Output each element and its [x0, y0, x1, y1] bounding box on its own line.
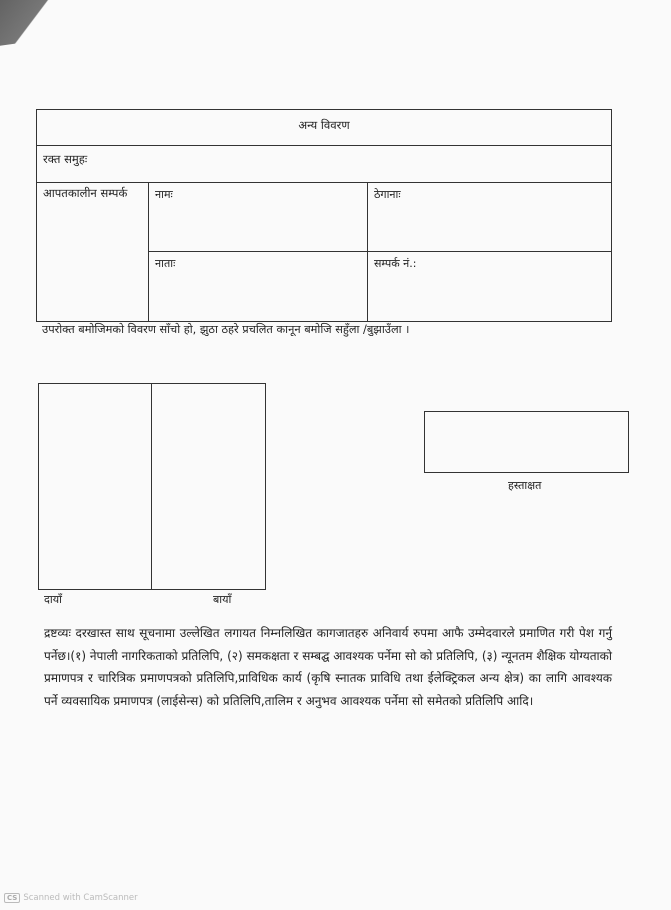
- camscanner-logo-icon: CS: [4, 893, 20, 903]
- name-label: नामः: [155, 188, 173, 201]
- right-thumb-area[interactable]: [39, 384, 152, 589]
- right-thumb-label: दायाँ: [44, 593, 62, 606]
- address-field[interactable]: [368, 183, 611, 252]
- emergency-contact-label: आपतकालीन सम्पर्क: [37, 183, 149, 321]
- left-thumb-area[interactable]: [152, 384, 265, 589]
- blood-group-label: रक्त समुहः: [43, 152, 88, 166]
- scan-corner-shadow: [0, 0, 74, 48]
- address-label: ठेगानाः: [374, 188, 401, 201]
- note-paragraph: द्रष्टव्यः दरखास्त साथ सूचनामा उल्लेखित लगायत निम्नलिखित कागजातहरु अनिवार्य रुपमा आफै उम्मेदवारले प्रमाणित गरी पेश गर्नु पर्नेछ।(१) नेपाली नागरिकताको प्रतिलिपि, (२) समकक्षता र सम्बद्घ आवश्यक पर्नेमा सो को प्रतिलिपि, (३) न्यूनतम शैक्षिक योग्यताको प्रमाणपत्र र चारित्रिक प्रमाणपत्रको प्रतिलिपि,प्राविधिक कार्य (कृषि स्नातक प्राविधि तथा ईलेक्ट्रिकल अन्य क्षेत्र) का लागि आवश्यक पर्ने व्यवसायिक प्रमाणपत्र (लाईसेन्स) को प्रतिलिपि,तालिम र अनुभव आवश्यक पर्नेमा सो समेतको प्रतिलिपि आदि।: [44, 626, 612, 708]
- contact-number-field[interactable]: [368, 252, 611, 321]
- scanner-watermark: [4, 893, 138, 903]
- relation-field[interactable]: [149, 252, 368, 321]
- declaration-text: उपरोक्त बमोजिमको विवरण साँचो हो, झुठा ठहरे प्रचलित कानून बमोजि सहुँला /बुझाउँला ।: [42, 323, 410, 336]
- name-field[interactable]: [149, 183, 368, 252]
- left-thumb-label: बायाँ: [213, 593, 232, 606]
- contact-number-label: सम्पर्क नं.:: [374, 257, 417, 270]
- emergency-contact-grid: [149, 183, 611, 321]
- relation-label: नाताः: [155, 257, 176, 270]
- other-details-table: [36, 109, 612, 322]
- signature-box[interactable]: [424, 411, 629, 473]
- scanner-text: Scanned with CamScanner: [23, 893, 138, 903]
- signature-label: हस्ताक्षत: [508, 479, 542, 492]
- emergency-contact-row: [37, 183, 611, 321]
- thumbprint-box: [38, 383, 266, 590]
- table-title: अन्य विवरण: [37, 110, 611, 146]
- blood-group-field[interactable]: [37, 146, 611, 183]
